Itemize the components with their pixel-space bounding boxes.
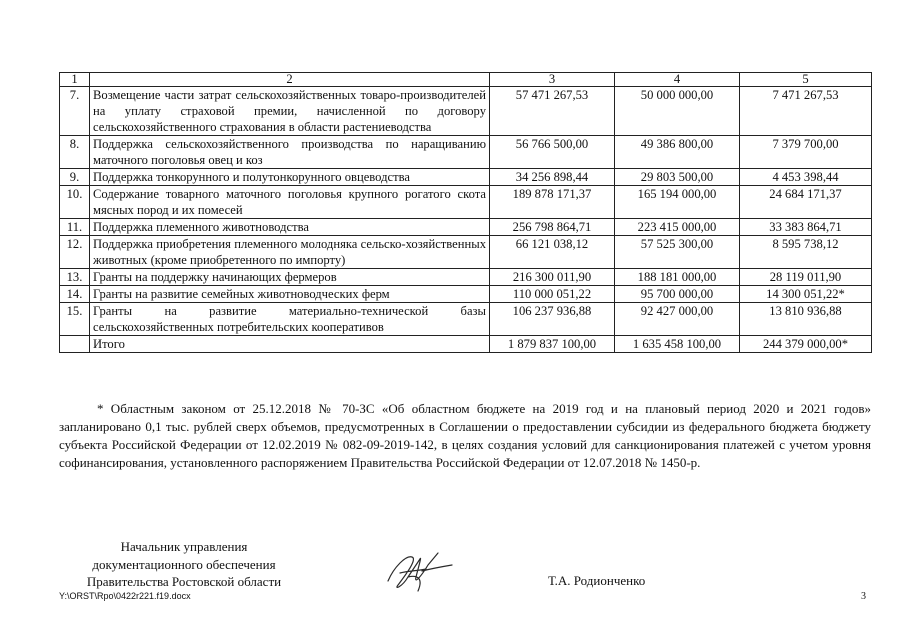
row-number — [60, 336, 90, 353]
appropriations-table — [59, 72, 872, 353]
header-col-1: 1 — [60, 73, 90, 87]
row-col-4-value: 49 386 800,00 — [615, 136, 740, 169]
row-description: Содержание товарного маточного поголовья крупного рогатого скота мясных пород и их помесей — [90, 186, 490, 219]
row-col-5-value: 244 379 000,00* — [740, 336, 872, 353]
header-col-2: 2 — [90, 73, 490, 87]
row-col-3-value: 110 000 051,22 — [490, 286, 615, 303]
row-col-5-value: 13 810 936,88 — [740, 303, 872, 336]
row-col-5-value: 7 379 700,00 — [740, 136, 872, 169]
row-description: Возмещение части затрат сельскохозяйственных товаро-производителей на уплату страховой премии, начисленной по договору сельскохозяйственного страхования в области растениеводства — [90, 87, 490, 136]
row-col-4-value: 95 700 000,00 — [615, 286, 740, 303]
header-col-3: 3 — [490, 73, 615, 87]
row-col-4-value: 165 194 000,00 — [615, 186, 740, 219]
signatory-position — [59, 538, 309, 591]
row-col-4-value: 92 427 000,00 — [615, 303, 740, 336]
row-col-5-value: 24 684 171,37 — [740, 186, 872, 219]
table-row — [60, 136, 872, 169]
row-col-4-value: 57 525 300,00 — [615, 236, 740, 269]
row-description: Поддержка приобретения племенного молодняка сельско-хозяйственных животных (кроме приобретенного по импорту) — [90, 236, 490, 269]
row-col-5-value: 28 119 011,90 — [740, 269, 872, 286]
row-col-3-value: 56 766 500,00 — [490, 136, 615, 169]
row-col-5-value: 4 453 398,44 — [740, 169, 872, 186]
row-col-5-value: 33 383 864,71 — [740, 219, 872, 236]
table-body — [60, 87, 872, 353]
row-description: Гранты на развитие материально-технической базы сельскохозяйственных потребительских кооперативов — [90, 303, 490, 336]
row-col-3-value: 216 300 011,90 — [490, 269, 615, 286]
row-col-3-value: 66 121 038,12 — [490, 236, 615, 269]
row-description: Гранты на поддержку начинающих фермеров — [90, 269, 490, 286]
table-total-row — [60, 336, 872, 353]
header-col-5: 5 — [740, 73, 872, 87]
row-number: 13. — [60, 269, 90, 286]
position-line-1: Начальник управления — [120, 539, 248, 554]
header-col-4: 4 — [615, 73, 740, 87]
page-number: 3 — [861, 591, 866, 602]
row-col-4-value: 223 415 000,00 — [615, 219, 740, 236]
position-line-3: Правительства Ростовской области — [86, 574, 282, 589]
row-number: 7. — [60, 87, 90, 136]
table-row — [60, 236, 872, 269]
row-number: 10. — [60, 186, 90, 219]
row-col-3-value: 34 256 898,44 — [490, 169, 615, 186]
table-row — [60, 87, 872, 136]
row-description: Поддержка тонкорунного и полутонкорунного овцеводства — [90, 169, 490, 186]
position-line-2: документационного обеспечения — [92, 556, 276, 572]
row-number: 11. — [60, 219, 90, 236]
handwritten-signature — [378, 547, 458, 595]
row-col-5-value: 14 300 051,22* — [740, 286, 872, 303]
row-col-3-value: 106 237 936,88 — [490, 303, 615, 336]
table-row — [60, 303, 872, 336]
row-description: Итого — [90, 336, 490, 353]
signatory-name: Т.А. Родионченко — [548, 573, 646, 588]
row-col-3-value: 57 471 267,53 — [490, 87, 615, 136]
row-col-4-value: 1 635 458 100,00 — [615, 336, 740, 353]
row-number: 8. — [60, 136, 90, 169]
file-reference: Y:\ORST\Rpo\0422r221.f19.docx — [59, 591, 191, 601]
table-row — [60, 219, 872, 236]
row-col-4-value: 29 803 500,00 — [615, 169, 740, 186]
row-number: 9. — [60, 169, 90, 186]
table-row — [60, 286, 872, 303]
row-col-5-value: 8 595 738,12 — [740, 236, 872, 269]
row-col-3-value: 256 798 864,71 — [490, 219, 615, 236]
row-number: 12. — [60, 236, 90, 269]
row-col-4-value: 188 181 000,00 — [615, 269, 740, 286]
row-col-4-value: 50 000 000,00 — [615, 87, 740, 136]
row-number: 14. — [60, 286, 90, 303]
row-number: 15. — [60, 303, 90, 336]
footnote: * Областным законом от 25.12.2018 № 70-ЗС «Об областном бюджете на 2019 год и на плановый период 2020 и 2021 годов» запланировано 0,1 тыс. рублей сверх объемов, предусмотренных в Соглашении о предоставлении субсидии из федерального бюджета бюджету субъекта Российской Федерации от 12.02.2019 № 082-09-2019-142, в целях создания условий для санкционирования платежей с учетом уровня софинансирования, установленного распоряжением Правительства Российской Федерации от 12.07.2018 № 1450-р. — [59, 401, 871, 470]
row-col-5-value: 7 471 267,53 — [740, 87, 872, 136]
table-row — [60, 186, 872, 219]
row-col-3-value: 1 879 837 100,00 — [490, 336, 615, 353]
row-col-3-value: 189 878 171,37 — [490, 186, 615, 219]
row-description: Гранты на развитие семейных животноводческих ферм — [90, 286, 490, 303]
row-description: Поддержка племенного животноводства — [90, 219, 490, 236]
table-header-row — [60, 73, 872, 87]
table-row — [60, 169, 872, 186]
table-row — [60, 269, 872, 286]
row-description: Поддержка сельскохозяйственного производства по наращиванию маточного поголовья овец и коз — [90, 136, 490, 169]
